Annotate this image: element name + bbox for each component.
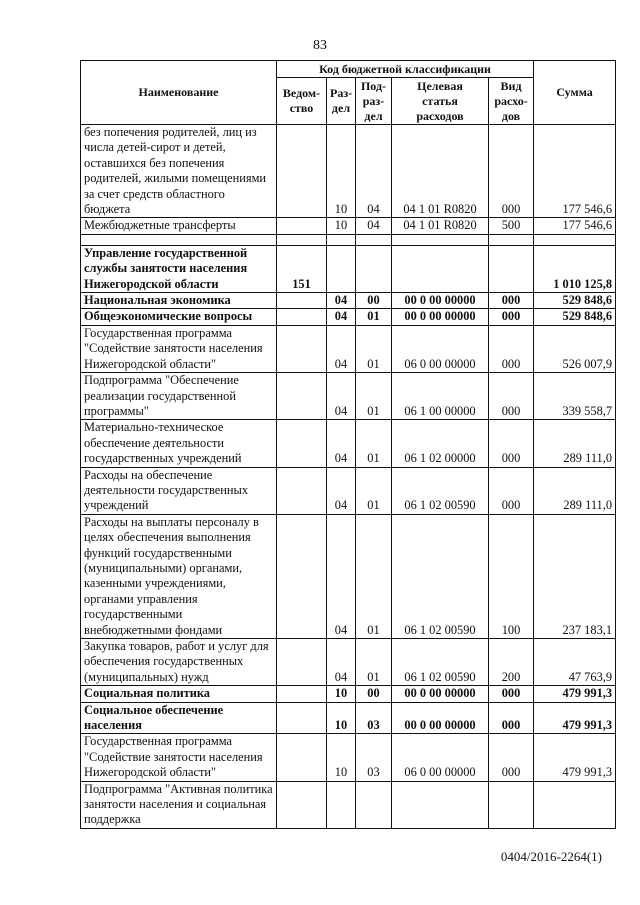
cell-pod: 00: [356, 686, 392, 702]
cell-cel: 06 1 02 00590: [392, 514, 489, 638]
cell-sum: 529 848,6: [534, 309, 616, 325]
cell-razd: 04: [327, 309, 356, 325]
cell-name: Закупка товаров, работ и услуг для обеспечения государственных (муниципальных) нужд: [81, 639, 277, 686]
table-body: [81, 125, 616, 829]
cell-sum: 237 183,1: [534, 514, 616, 638]
cell-name: Подпрограмма "Обеспечение реализации государственной программы": [81, 373, 277, 420]
cell-cel: 06 1 02 00590: [392, 639, 489, 686]
cell-name: Межбюджетные трансферты: [81, 218, 277, 234]
cell-vid: [489, 245, 534, 292]
cell-ved: [277, 686, 327, 702]
header-razd: Раз- дел: [327, 78, 356, 125]
cell-ved: [277, 218, 327, 234]
cell-sum: 289 111,0: [534, 420, 616, 467]
cell-name: Государственная программа "Содействие занятости населения Нижегородской области": [81, 734, 277, 781]
cell-ved: [277, 514, 327, 638]
cell-vid: 000: [489, 686, 534, 702]
empty-cell: [327, 234, 356, 245]
table-row: [81, 373, 616, 420]
cell-name: Подпрограмма "Активная политика занятости населения и социальная поддержка: [81, 781, 277, 828]
cell-sum: 1 010 125,8: [534, 245, 616, 292]
cell-razd: 10: [327, 218, 356, 234]
cell-cel: [392, 781, 489, 828]
cell-pod: 01: [356, 420, 392, 467]
spacer-row: [81, 234, 616, 245]
cell-razd: 10: [327, 734, 356, 781]
empty-cell: [489, 234, 534, 245]
cell-razd: 04: [327, 420, 356, 467]
cell-ved: [277, 373, 327, 420]
cell-cel: 00 0 00 00000: [392, 293, 489, 309]
cell-razd: 04: [327, 293, 356, 309]
cell-pod: 01: [356, 514, 392, 638]
cell-vid: 000: [489, 702, 534, 734]
cell-vid: 000: [489, 293, 534, 309]
cell-cel: [392, 245, 489, 292]
cell-ved: [277, 125, 327, 218]
cell-pod: 00: [356, 293, 392, 309]
cell-pod: [356, 245, 392, 292]
cell-sum: 177 546,6: [534, 218, 616, 234]
cell-razd: [327, 781, 356, 828]
cell-razd: 04: [327, 639, 356, 686]
page-number: 83: [313, 38, 327, 53]
cell-ved: [277, 467, 327, 514]
table-row: [81, 781, 616, 828]
cell-cel: 06 0 00 00000: [392, 325, 489, 372]
cell-name: без попечения родителей, лиц из числа детей-сирот и детей, оставшихся без попечения родителей, жилыми помещениями за счет средств областного бюджета: [81, 125, 277, 218]
cell-vid: 100: [489, 514, 534, 638]
table-row: [81, 325, 616, 372]
cell-cel: 04 1 01 R0820: [392, 218, 489, 234]
cell-ved: [277, 325, 327, 372]
header-code-group: Код бюджетной классификации: [277, 61, 534, 78]
cell-vid: 500: [489, 218, 534, 234]
cell-vid: 200: [489, 639, 534, 686]
cell-pod: 01: [356, 325, 392, 372]
header-name: Наименование: [81, 61, 277, 125]
cell-name: Социальная политика: [81, 686, 277, 702]
empty-cell: [277, 234, 327, 245]
cell-razd: 04: [327, 514, 356, 638]
empty-cell: [392, 234, 489, 245]
cell-ved: 151: [277, 245, 327, 292]
cell-sum: 526 007,9: [534, 325, 616, 372]
cell-razd: 04: [327, 467, 356, 514]
header-podrazd: Под- раз- дел: [356, 78, 392, 125]
cell-ved: [277, 293, 327, 309]
empty-cell: [534, 234, 616, 245]
cell-razd: 10: [327, 686, 356, 702]
cell-pod: 04: [356, 218, 392, 234]
cell-vid: 000: [489, 325, 534, 372]
table-row: [81, 245, 616, 292]
cell-pod: 03: [356, 702, 392, 734]
budget-table: [80, 60, 616, 829]
cell-cel: 06 0 00 00000: [392, 734, 489, 781]
header-vid: Вид расхо- дов: [489, 78, 534, 125]
cell-sum: 289 111,0: [534, 467, 616, 514]
cell-vid: 000: [489, 420, 534, 467]
cell-name: Социальное обеспечение населения: [81, 702, 277, 734]
cell-razd: 10: [327, 125, 356, 218]
cell-ved: [277, 781, 327, 828]
cell-cel: 06 1 00 00000: [392, 373, 489, 420]
table-row: [81, 125, 616, 218]
cell-pod: 01: [356, 309, 392, 325]
empty-cell: [356, 234, 392, 245]
cell-cel: 04 1 01 R0820: [392, 125, 489, 218]
cell-razd: 04: [327, 325, 356, 372]
cell-sum: 47 763,9: [534, 639, 616, 686]
cell-sum: 529 848,6: [534, 293, 616, 309]
table-row: [81, 293, 616, 309]
document-code: 0404/2016-2264(1): [500, 849, 602, 864]
cell-name: Расходы на выплаты персоналу в целях обеспечения выполнения функций государственными (муниципальными) органами, казенными учреждениями, органами управления государственными внебюджетными фондами: [81, 514, 277, 638]
table-row: [81, 702, 616, 734]
cell-pod: 03: [356, 734, 392, 781]
cell-name: Общеэкономические вопросы: [81, 309, 277, 325]
cell-name: Материально-техническое обеспечение деятельности государственных учреждений: [81, 420, 277, 467]
cell-pod: 01: [356, 373, 392, 420]
table-row: [81, 734, 616, 781]
cell-ved: [277, 309, 327, 325]
cell-pod: [356, 781, 392, 828]
cell-ved: [277, 702, 327, 734]
cell-name: Управление государственной службы занятости населения Нижегородской области: [81, 245, 277, 292]
table-row: [81, 420, 616, 467]
cell-sum: 479 991,3: [534, 734, 616, 781]
cell-cel: 06 1 02 00000: [392, 420, 489, 467]
cell-ved: [277, 639, 327, 686]
table-row: [81, 218, 616, 234]
header-ved: Ведом- ство: [277, 78, 327, 125]
cell-vid: [489, 781, 534, 828]
cell-vid: 000: [489, 467, 534, 514]
table-row: [81, 514, 616, 638]
cell-vid: 000: [489, 309, 534, 325]
cell-ved: [277, 420, 327, 467]
empty-cell: [81, 234, 277, 245]
table-row: [81, 309, 616, 325]
cell-sum: [534, 781, 616, 828]
cell-razd: [327, 245, 356, 292]
cell-pod: 01: [356, 467, 392, 514]
cell-pod: 01: [356, 639, 392, 686]
table-row: [81, 639, 616, 686]
cell-vid: 000: [489, 373, 534, 420]
cell-razd: 04: [327, 373, 356, 420]
table-row: [81, 686, 616, 702]
cell-name: Расходы на обеспечение деятельности государственных учреждений: [81, 467, 277, 514]
cell-pod: 04: [356, 125, 392, 218]
cell-razd: 10: [327, 702, 356, 734]
table-row: [81, 467, 616, 514]
cell-sum: 479 991,3: [534, 702, 616, 734]
cell-vid: 000: [489, 125, 534, 218]
header-cel: Целевая статья расходов: [392, 78, 489, 125]
cell-cel: 00 0 00 00000: [392, 309, 489, 325]
cell-name: Национальная экономика: [81, 293, 277, 309]
cell-ved: [277, 734, 327, 781]
cell-vid: 000: [489, 734, 534, 781]
cell-name: Государственная программа "Содействие занятости населения Нижегородской области": [81, 325, 277, 372]
cell-cel: 00 0 00 00000: [392, 702, 489, 734]
cell-sum: 339 558,7: [534, 373, 616, 420]
table-header: [81, 61, 616, 125]
cell-sum: 479 991,3: [534, 686, 616, 702]
cell-sum: 177 546,6: [534, 125, 616, 218]
cell-cel: 00 0 00 00000: [392, 686, 489, 702]
header-sum: Сумма: [534, 61, 616, 125]
cell-cel: 06 1 02 00590: [392, 467, 489, 514]
